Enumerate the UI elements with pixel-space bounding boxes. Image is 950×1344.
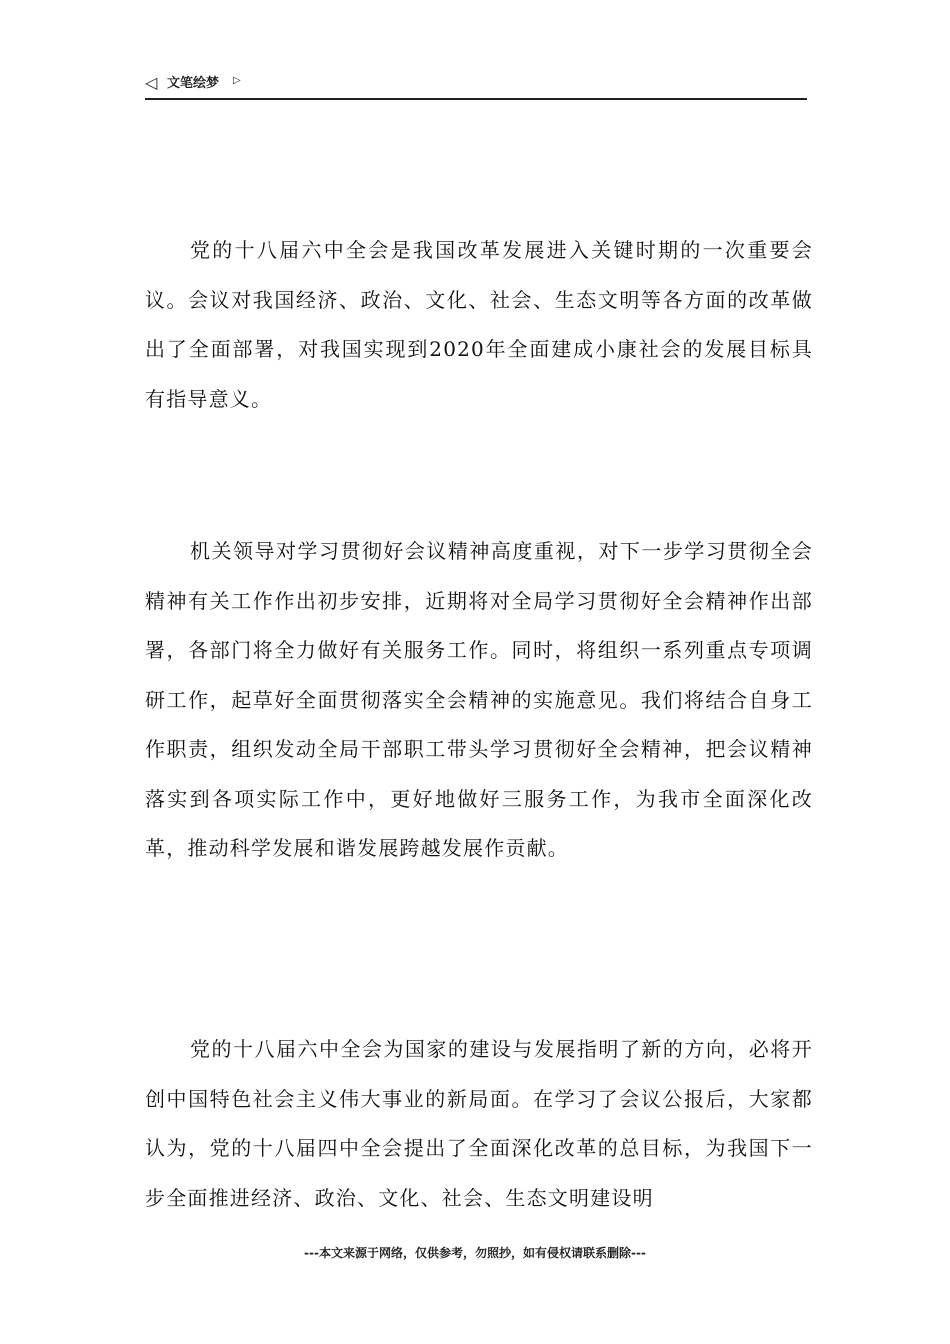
body-paragraph: 党的十八届六中全会是我国改革发展进入关键时期的一次重要会议。会议对我国经济、政治、文化、社会、生态文明等各方面的改革做出了全面部署，对我国实现到2020年全面建成小康社会的发展目标具有指导意义。 <box>145 238 813 411</box>
body-paragraph: 党的十八届六中全会为国家的建设与发展指明了新的方向，必将开创中国特色社会主义伟大事业的新局面。在学习了会议公报后，大家都认为，党的十八届四中全会提出了全面深化改革的总目标，为我国下一步全面推进经济、政治、文化、社会、生态文明建设明 <box>145 1037 813 1210</box>
triangle-right-icon: ▷ <box>233 75 241 86</box>
header-title: 文笔绘梦 <box>167 76 220 91</box>
body-paragraph: 机关领导对学习贯彻好会议精神高度重视，对下一步学习贯彻全会精神有关工作作出初步安排，近期将对全局学习贯彻好全会精神作出部署，各部门将全力做好有关服务工作。同时，将组织一系列重点专项调研工作，起草好全面贯彻落实全会精神的实施意见。我们将结合自身工作职责，组织发动全局干部职工带头学习贯彻好全会精神，把会议精神落实到各项实际工作中，更好地做好三服务工作，为我市全面深化改革，推动科学发展和谐发展跨越发展作贡献。 <box>145 539 813 860</box>
triangle-left-icon: ◁ <box>145 73 158 92</box>
page-header <box>145 72 807 100</box>
footer-disclaimer: ---本文来源于网络，仅供参考，勿照抄，如有侵权请联系删除--- <box>304 1246 646 1260</box>
